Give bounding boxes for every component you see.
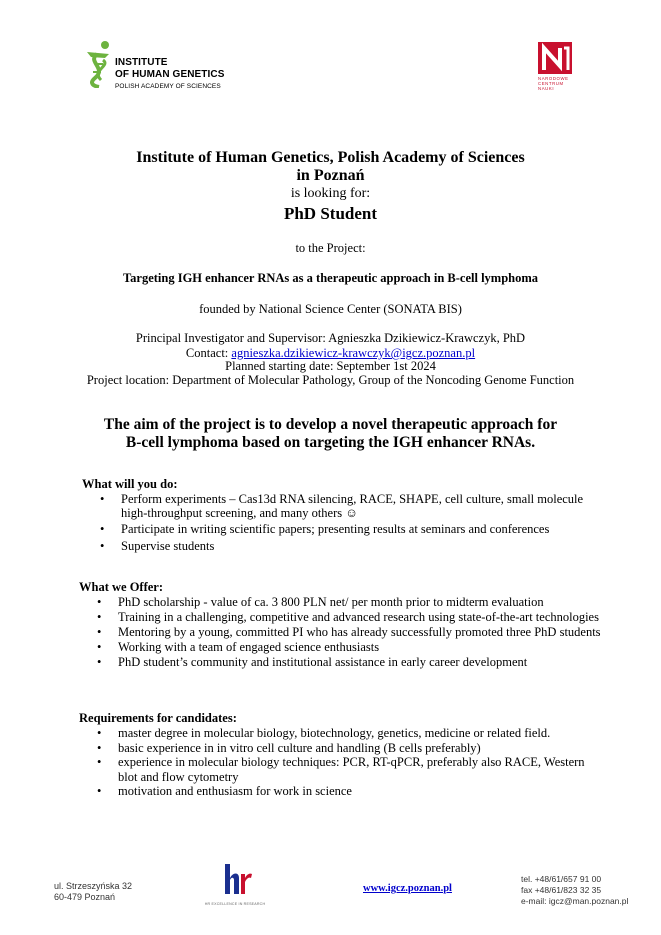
website-link[interactable]: www.igcz.poznan.pl <box>363 883 452 894</box>
list-item <box>79 784 609 799</box>
institute-title-line1: Institute of Human Genetics, Polish Academy of Sciences <box>136 149 525 166</box>
bullet-icon: • <box>97 610 102 624</box>
list-item <box>79 655 609 670</box>
ihg-logo-subtitle: POLISH ACADEMY OF SCIENCES <box>115 83 221 90</box>
bullet-icon: • <box>97 625 102 639</box>
footer-tel: tel. +48/61/657 91 00 <box>521 874 602 884</box>
bullet-icon: • <box>97 655 102 669</box>
list-item <box>79 755 609 784</box>
list-item-text: Training in a challenging, competitive and advanced research using state-of-the-art technologies <box>118 610 599 624</box>
hr-excellence-logo <box>203 862 267 910</box>
ncn-emblem-icon <box>538 42 572 74</box>
bullet-icon: • <box>97 755 102 770</box>
institute-title-line2: in Poznań <box>296 167 365 184</box>
footer-address <box>54 881 132 903</box>
footer-fax: fax +48/61/823 32 35 <box>521 885 602 895</box>
bullet-icon: • <box>100 492 105 506</box>
hr-logo-text: HR EXCELLENCE IN RESEARCH <box>204 902 266 906</box>
list-item <box>79 625 609 640</box>
list-item-text: motivation and enthusiasm for work in science <box>118 784 352 799</box>
list-item <box>79 726 609 741</box>
ncn-logo-line2: CENTRUM <box>538 81 564 87</box>
ihg-logo-text <box>115 57 224 81</box>
list-item <box>82 539 602 553</box>
bullet-icon: • <box>97 595 102 609</box>
list-item <box>82 522 602 536</box>
dna-figure-icon <box>83 40 113 88</box>
list-item <box>82 492 602 520</box>
ihg-logo-line1: INSTITUTE <box>115 57 168 68</box>
ncn-logo-line1: NARODOWE <box>538 76 569 81</box>
aim-line1: The aim of the project is to develop a novel therapeutic approach for <box>103 416 558 433</box>
list-item-text: basic experience in in vitro cell culture and handling (B cells preferably) <box>118 740 481 755</box>
requirements-list <box>79 726 609 799</box>
ihg-logo-line2: OF HUMAN GENETICS <box>115 69 225 80</box>
list-item-text: Supervise students <box>121 538 215 553</box>
ncn-logo <box>538 42 578 98</box>
list-item <box>79 610 609 625</box>
to-project-text: to the Project: <box>295 241 366 255</box>
project-title: Targeting IGH enhancer RNAs as a therapeutic approach in B-cell lymphoma <box>122 271 539 285</box>
address-line2: 60-479 Poznań <box>54 892 116 902</box>
list-item-text-cont: high-throughput screening, and many others ☺ <box>121 506 359 521</box>
list-item-text: Working with a team of engaged science enthusiasts <box>118 640 380 654</box>
footer-email: e-mail: igcz@man.poznan.pl <box>521 896 629 906</box>
start-date-text: Planned starting date: September 1st 2024 <box>225 359 436 373</box>
list-item-text-cont: blot and flow cytometry <box>118 769 239 784</box>
what-we-offer-title: What we Offer: <box>79 580 163 594</box>
ncn-logo-line3: NAUKI <box>538 86 555 92</box>
list-item-text: PhD scholarship - value of ca. 3 800 PLN net/ per month prior to midterm evaluation <box>118 595 544 609</box>
bullet-icon: • <box>100 522 105 537</box>
what-you-do-list <box>82 492 602 553</box>
list-item-text: experience in molecular biology techniques: PCR, RT-qPCR, preferably also RACE, Western <box>118 755 585 770</box>
contact-email-link[interactable]: agnieszka.dzikiewicz-krawczyk@igcz.poznan.pl <box>231 346 476 360</box>
ncn-logo-text <box>538 76 569 92</box>
list-item-text: Perform experiments – Cas13d RNA silencing, RACE, SHAPE, cell culture, small molecule <box>121 492 584 506</box>
looking-for-text: is looking for: <box>290 186 371 201</box>
what-we-offer-list <box>79 595 609 670</box>
what-you-do-title: What will you do: <box>82 477 178 491</box>
pi-text: Principal Investigator and Supervisor: Agnieszka Dzikiewicz-Krawczyk, PhD <box>135 331 526 345</box>
ihg-logo <box>83 40 233 95</box>
location-text: Project location: Department of Molecular Pathology, Group of the Noncoding Genome Function <box>86 373 575 387</box>
list-item <box>79 741 609 756</box>
bullet-icon: • <box>97 640 102 654</box>
bullet-icon: • <box>100 538 105 553</box>
list-item-text: Participate in writing scientific papers; presenting results at seminars and conferences <box>121 522 550 537</box>
bullet-icon: • <box>97 726 102 740</box>
footer-contact <box>521 874 628 907</box>
list-item-text: Mentoring by a young, committed PI who has already successfully promoted three PhD students <box>118 625 601 639</box>
list-item <box>79 595 609 610</box>
hr-logo-icon <box>203 862 267 902</box>
bullet-icon: • <box>97 740 102 755</box>
list-item-text: PhD student’s community and institutional assistance in early career development <box>118 655 528 669</box>
position-title: PhD Student <box>283 204 378 223</box>
list-item-text: master degree in molecular biology, biotechnology, genetics, medicine or related field. <box>118 726 551 740</box>
funding-text: founded by National Science Center (SONATA BIS) <box>199 302 462 316</box>
address-line1: ul. Strzeszyńska 32 <box>54 881 133 891</box>
aim-line2: B-cell lymphoma based on targeting the IGH enhancer RNAs. <box>125 434 536 451</box>
contact-label: Contact: <box>185 346 232 360</box>
bullet-icon: • <box>97 784 102 799</box>
list-item <box>79 640 609 655</box>
requirements-title: Requirements for candidates: <box>79 711 237 725</box>
